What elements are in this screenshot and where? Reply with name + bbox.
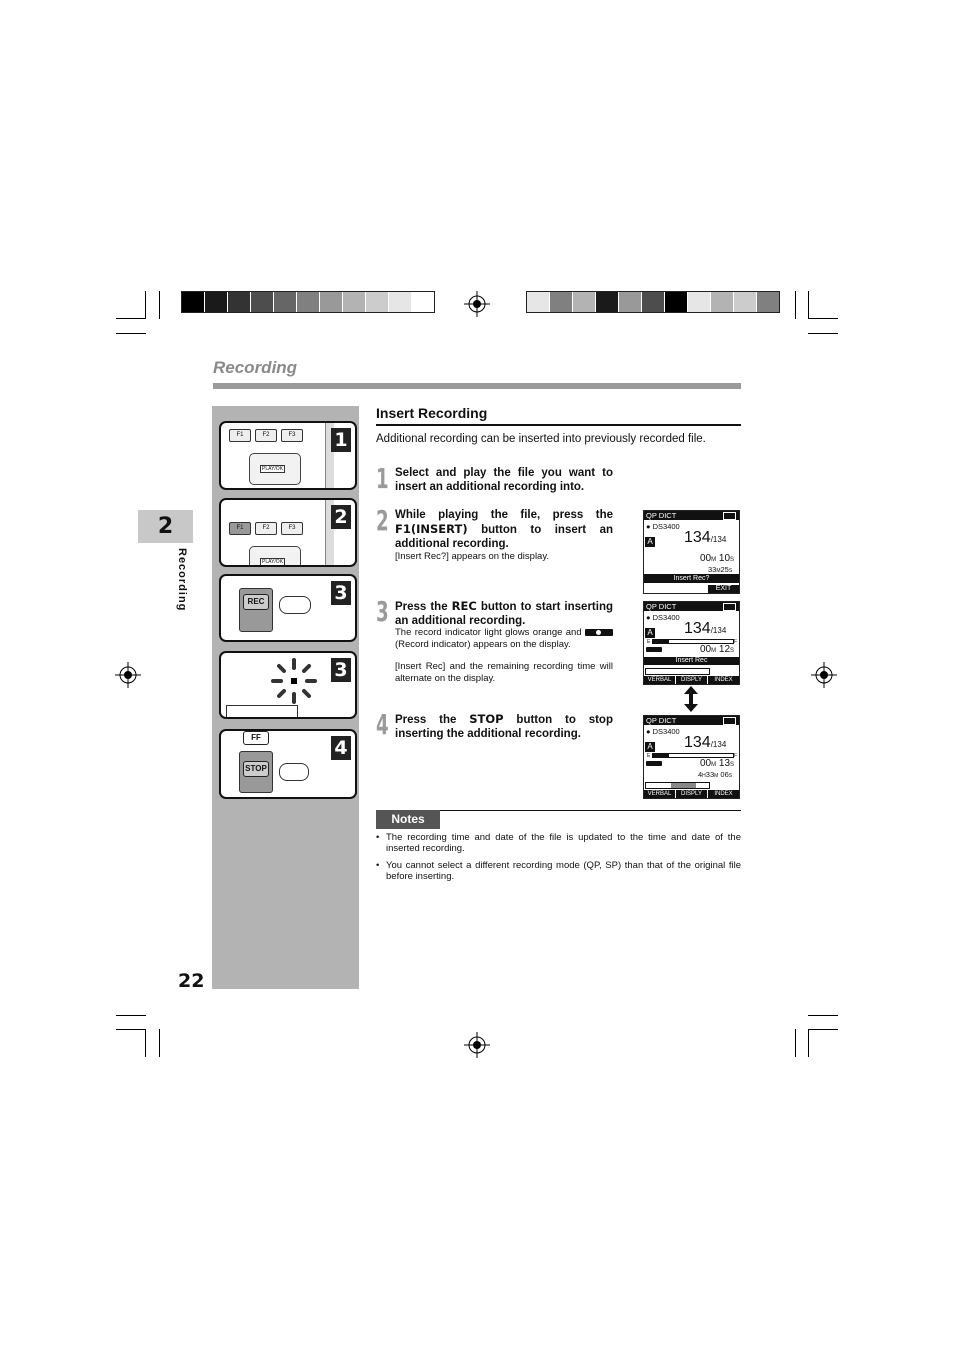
color-swatch (343, 292, 366, 312)
step-3-note-1: The record indicator light glows orange and (Record indicator) appears on the display. (395, 627, 613, 650)
color-swatch (320, 292, 343, 312)
color-swatch (527, 292, 550, 312)
step-1-text: Select and play the file you want to insert an additional recording into. (395, 467, 613, 493)
f2-key: F2 (255, 429, 277, 442)
color-swatch (412, 292, 434, 312)
panel-number: 4 (331, 736, 351, 760)
illustration-panel-step-3b (219, 651, 357, 719)
registration-target-icon (115, 662, 141, 688)
page-number: 22 (178, 970, 205, 992)
color-swatch (205, 292, 228, 312)
f1-key: F1 (229, 522, 251, 535)
color-swatch (573, 292, 596, 312)
section-rule (213, 383, 741, 389)
step-2-note: [Insert Rec?] appears on the display. (395, 551, 550, 562)
color-swatch (182, 292, 205, 312)
panel-number: 3 (331, 658, 351, 682)
display-softkey: DISPLY (676, 790, 707, 798)
step-number: 3 (376, 595, 389, 628)
step-2-text: While playing the file, press the F1(INSERT) button to insert an additional recording. (395, 509, 613, 550)
stop-button: STOP (243, 761, 269, 777)
section-title: Recording (213, 358, 298, 377)
color-swatch (550, 292, 573, 312)
color-swatch (688, 292, 711, 312)
illustration-panel-step-2 (219, 498, 357, 567)
color-swatch (757, 292, 779, 312)
folder-indicator: A (645, 628, 655, 638)
f3-key: F3 (281, 429, 303, 442)
note-item: • You cannot select a different recording mode (QP, SP) than that of the original file before inserting. (376, 860, 741, 882)
color-swatch (642, 292, 665, 312)
f1-key: F1 (229, 429, 251, 442)
heading-rule (376, 424, 741, 426)
step-3-text: Press the REC button to start inserting an additional recording. (395, 599, 613, 627)
color-swatch (297, 292, 320, 312)
intro-text: Additional recording can be inserted into previously recorded file. (376, 433, 706, 445)
battery-icon (723, 717, 736, 725)
registration-target-icon (811, 662, 837, 688)
play-pad: PLAY/OK (249, 453, 301, 485)
chapter-tab: 2 (138, 510, 193, 543)
f3-key: F3 (281, 522, 303, 535)
illustration-panel-step-4 (219, 729, 357, 799)
verbal-softkey: VERBAL (644, 676, 675, 684)
alternate-arrow-icon (683, 686, 699, 712)
lcd-display-insert-rec-prompt: QP DICT ● DS3400 A 134/134 00M 10S 33M25S Insert Rec? EXIT (643, 510, 740, 594)
registration-target-icon (464, 291, 490, 317)
note-item: • The recording time and date of the file is updated to the time and date of the inserted recording. (376, 832, 741, 854)
color-swatch (228, 292, 251, 312)
glowing-light-icon (265, 656, 323, 706)
color-swatch (734, 292, 757, 312)
f2-key: F2 (255, 522, 277, 535)
record-indicator-icon (585, 629, 613, 636)
color-swatch (619, 292, 642, 312)
ff-button: FF (243, 731, 269, 745)
folder-indicator: A (645, 537, 655, 547)
panel-number: 1 (331, 428, 351, 452)
folder-indicator: A (645, 742, 655, 752)
illustration-panel-step-3a (219, 574, 357, 642)
display-softkey: DISPLY (676, 676, 707, 684)
procedure-heading: Insert Recording (376, 405, 488, 421)
panel-number: 3 (331, 581, 351, 605)
color-swatch (665, 292, 688, 312)
rec-button: REC (243, 594, 269, 610)
lcd-display-remaining-time: QP DICT ● DS3400 A 134/134 E F 00M 13S 4H33M 06S VERBAL DISPLY INDEX (643, 715, 740, 799)
color-swatch (711, 292, 734, 312)
illustration-panel-step-1 (219, 421, 357, 490)
index-softkey: INDEX (708, 676, 739, 684)
notes-heading: Notes (376, 810, 440, 829)
step-number: 4 (376, 708, 389, 741)
color-swatch (366, 292, 389, 312)
step-3-note-2: [Insert Rec] and the remaining recording time will alternate on the display. (395, 661, 613, 684)
record-indicator-icon (646, 647, 662, 652)
exit-softkey: EXIT (708, 585, 739, 593)
verbal-softkey: VERBAL (644, 790, 675, 798)
chapter-label: Recording (176, 548, 188, 612)
battery-icon (723, 603, 736, 611)
registration-target-icon (464, 1032, 490, 1058)
insert-rec-status: Insert Rec (644, 657, 739, 665)
step-4-text: Press the STOP button to stop inserting the additional recording. (395, 712, 613, 740)
index-softkey: INDEX (708, 790, 739, 798)
pointing-hand-icon (279, 763, 309, 781)
color-bar-left (181, 291, 435, 313)
play-pad: PLAY/OK (249, 546, 301, 567)
color-swatch (251, 292, 274, 312)
step-number: 1 (376, 462, 389, 495)
battery-icon (723, 512, 736, 520)
record-indicator-icon (646, 761, 662, 766)
color-swatch (274, 292, 297, 312)
color-swatch (389, 292, 412, 312)
panel-number: 2 (331, 505, 351, 529)
pointing-hand-icon (279, 596, 311, 614)
step-number: 2 (376, 504, 389, 537)
insert-rec-prompt: Insert Rec? (644, 574, 739, 583)
color-swatch (596, 292, 619, 312)
color-bar-right (526, 291, 780, 313)
lcd-display-insert-rec: QP DICT ● DS3400 A 134/134 E F 00M 12S Insert Rec VERBAL DISPLY INDEX (643, 601, 740, 685)
